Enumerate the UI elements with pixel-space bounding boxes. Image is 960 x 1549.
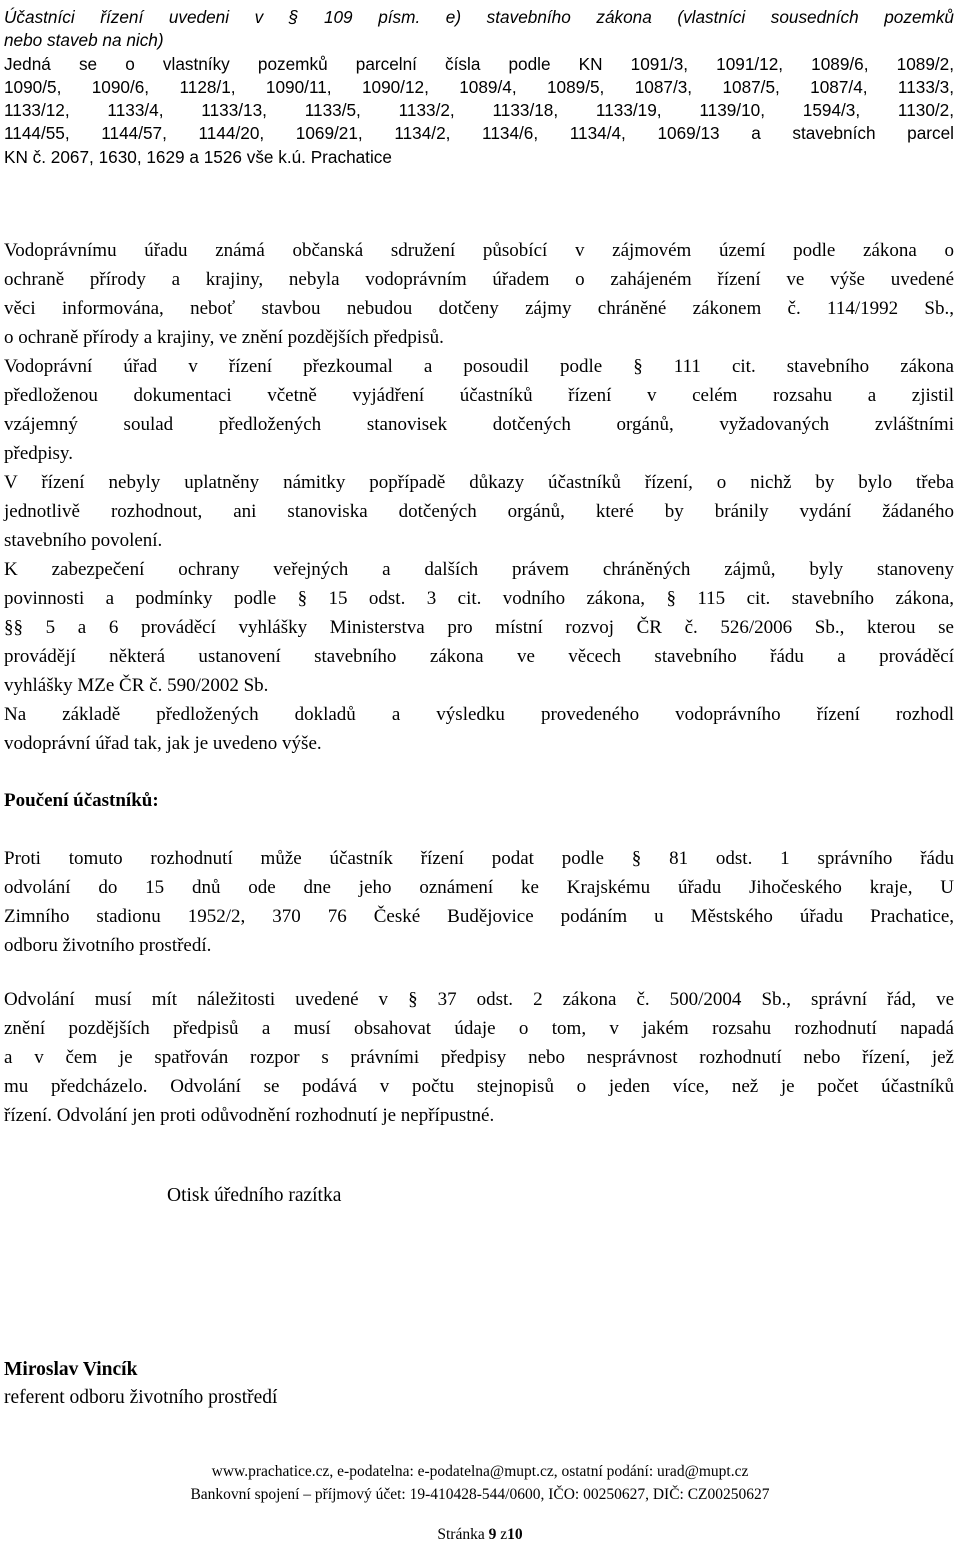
instruction-heading: Poučení účastníků: — [4, 790, 159, 811]
footer-contact: www.prachatice.cz, e-podatelna: e-podatelna@mupt.cz, ostatní podání: urad@mupt.cz — [211, 1463, 749, 1480]
reasoning-line: vzájemný soulad předložených stanovisek dotčených orgánů, vyžadovaných zvláštními — [4, 414, 954, 435]
instruction-line: Proti tomuto rozhodnutí může účastník řízení podat podle § 81 odst. 1 správního řádu — [4, 848, 954, 869]
reasoning-line: předpisy. — [4, 443, 73, 464]
page-label: Stránka — [437, 1526, 485, 1543]
page-separator: z — [500, 1526, 508, 1543]
instruction-line: odvolání do 15 dnů ode dne jeho oznámení ke Krajskému úřadu Jihočeského kraje, U — [4, 877, 954, 898]
reasoning-line: povinnosti a podmínky podle § 15 odst. 3 cit. vodního zákona, § 115 cit. stavebního zákona, — [4, 588, 954, 609]
footer-bank: Bankovní spojení – příjmový účet: 19-410428-544/0600, IČO: 00250627, DIČ: CZ00250627 — [190, 1486, 770, 1503]
instruction-line: mu předcházelo. Odvolání se podává v počtu stejnopisů o jeden více, než je počet účastníků — [4, 1076, 954, 1097]
reasoning-line: ochraně přírody a krajiny, nebyla vodoprávním úřadem o zahájeném řízení ve výše uvedené — [4, 269, 954, 290]
page-total: 10 — [507, 1526, 523, 1543]
reasoning-line: V řízení nebyly uplatněny námitky popřípadě důkazy účastníků řízení, o nichž by bylo třeba — [4, 472, 954, 493]
reasoning-line: stavebního povolení. — [4, 530, 163, 551]
page-current: 9 — [488, 1526, 497, 1543]
reasoning-line: Vodoprávní úřad v řízení přezkoumal a posoudil podle § 111 cit. stavebního zákona — [4, 356, 954, 377]
reasoning-line: o ochraně přírody a krajiny, ve znění pozdějších předpisů. — [4, 327, 444, 348]
reasoning-line: věci informována, neboť stavbou nebudou dotčeny zájmy chráněné zákonem č. 114/1992 Sb., — [4, 298, 954, 319]
reasoning-line: Vodoprávnímu úřadu známá občanská sdružení působící v zájmovém území podle zákona o — [4, 240, 954, 261]
reasoning-line: K zabezpečení ochrany veřejných a dalších právem chráněných zájmů, byly stanoveny — [4, 559, 954, 580]
page-number — [0, 1526, 960, 1544]
reasoning-section — [4, 236, 954, 758]
instruction-line: znění pozdějších předpisů a musí obsahovat údaje o tom, v jakém rozsahu rozhodnutí napadá — [4, 1018, 954, 1039]
instruction-paragraph-1 — [4, 844, 954, 960]
instruction-line: Zimního stadionu 1952/2, 370 76 České Budějovice podáním u Městského úřadu Prachatice, — [4, 906, 954, 927]
participants-section — [4, 6, 954, 169]
reasoning-line: předloženou dokumentaci včetně vyjádření účastníků řízení v celém rozsahu a zjistil — [4, 385, 954, 406]
parcel-list-line-3: 1133/12, 1133/4, 1133/13, 1133/5, 1133/2, 1133/18, 1133/19, 1139/10, 1594/3, 1130/2, — [4, 100, 954, 121]
reasoning-line: §§ 5 a 6 prováděcí vyhlášky Ministerstva pro místní rozvoj ČR č. 526/2006 Sb., kterou se — [4, 617, 954, 638]
participants-heading-line-1: Účastníci řízení uvedeni v § 109 písm. e) stavebního zákona (vlastníci sousedních pozemků — [4, 7, 954, 27]
parcel-list-line-1: Jedná se o vlastníky pozemků parcelní čísla podle KN 1091/3, 1091/12, 1089/6, 1089/2, — [4, 53, 954, 74]
signatory-title: referent odboru životního prostředí — [4, 1387, 278, 1408]
signatory-name: Miroslav Vincík — [4, 1359, 138, 1380]
parcel-list-line-2: 1090/5, 1090/6, 1128/1, 1090/11, 1090/12, 1089/4, 1089/5, 1087/3, 1087/5, 1087/4, 1133/3, — [4, 76, 954, 97]
reasoning-line: provádějí některá ustanovení stavebního zákona ve věcech stavebního řádu a prováděcí — [4, 646, 954, 667]
instruction-line: a v čem je spatřován rozpor s právními předpisy nebo nesprávnost rozhodnutí nebo řízení, jež — [4, 1047, 954, 1068]
reasoning-line: jednotlivě rozhodnout, ani stanoviska dotčených orgánů, které by bránily vydání žádaného — [4, 501, 954, 522]
reasoning-line: vyhlášky MZe ČR č. 590/2002 Sb. — [4, 675, 269, 696]
parcel-list-line-4: 1144/55, 1144/57, 1144/20, 1069/21, 1134/2, 1134/6, 1134/4, 1069/13 a stavebních parcel — [4, 123, 954, 144]
instruction-line: řízení. Odvolání jen proti odůvodnění rozhodnutí je nepřípustné. — [4, 1105, 495, 1126]
instruction-paragraph-2 — [4, 985, 954, 1130]
instruction-line: Odvolání musí mít náležitosti uvedené v § 37 odst. 2 zákona č. 500/2004 Sb., správní řád, ve — [4, 989, 954, 1010]
instruction-line: odboru životního prostředí. — [4, 935, 212, 956]
parcel-list-line-5: KN č. 2067, 1630, 1629 a 1526 vše k.ú. Prachatice — [4, 146, 392, 167]
participants-heading-line-2: nebo staveb na nich) — [4, 30, 164, 51]
official-stamp-label: Otisk úředního razítka — [167, 1185, 342, 1206]
reasoning-line: Na základě předložených dokladů a výsledku provedeného vodoprávního řízení rozhodl — [4, 704, 954, 725]
reasoning-line: vodoprávní úřad tak, jak je uvedeno výše. — [4, 733, 322, 754]
